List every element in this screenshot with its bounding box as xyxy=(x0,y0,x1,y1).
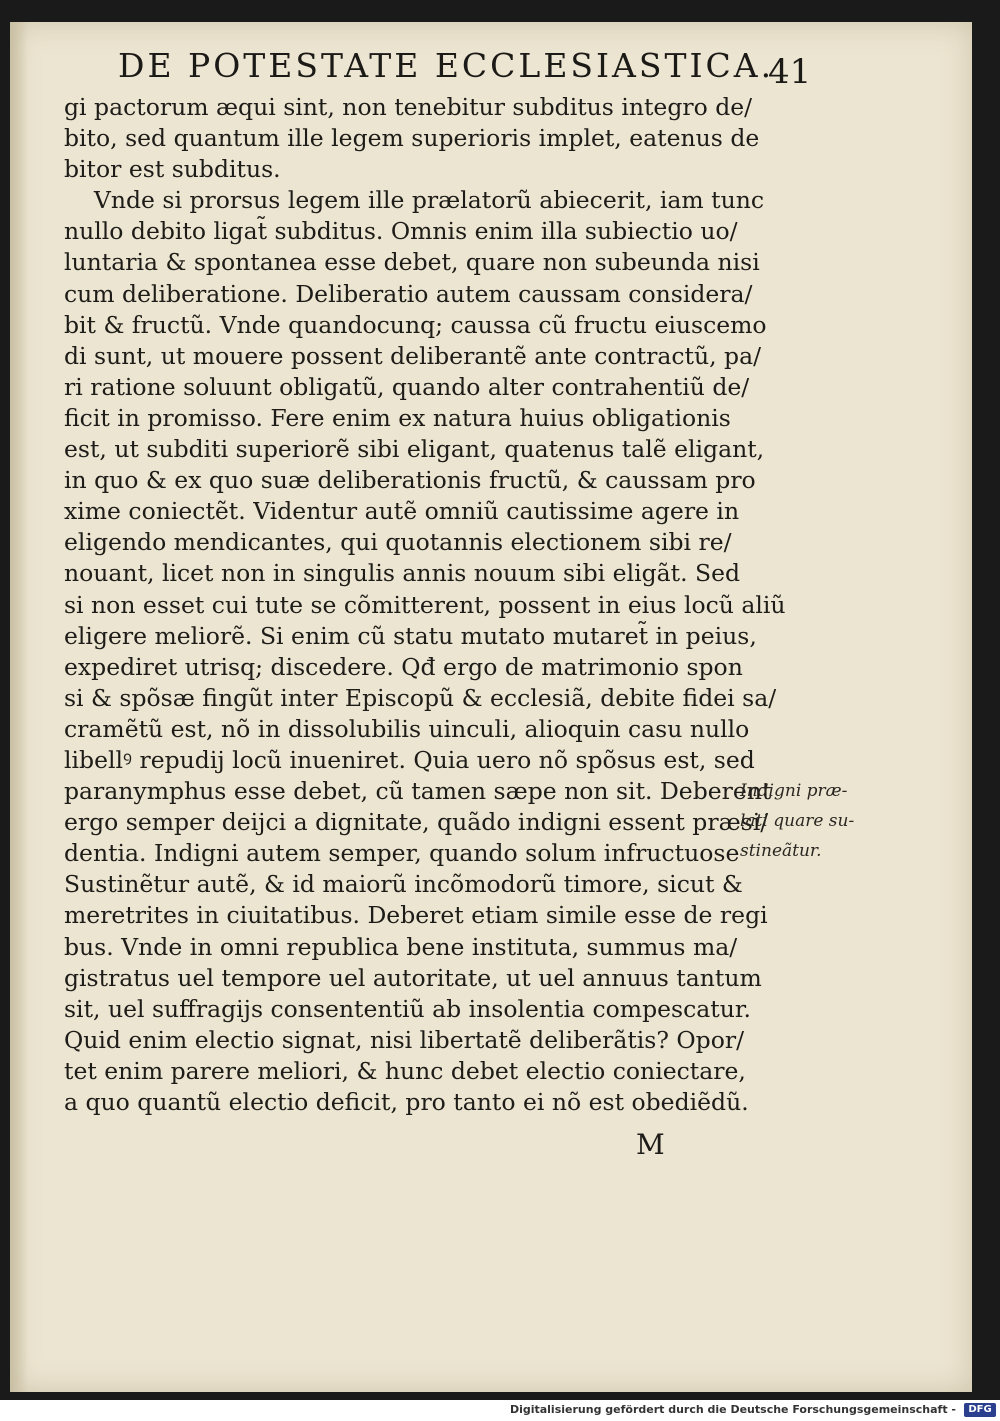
text-line: meretrites in ciuitatibus. Deberet etiam simile esse de regi xyxy=(64,901,768,930)
text-line: bit & fructũ. Vnde quandocunq; caussa cũ fructu eiuscemo xyxy=(64,310,767,339)
text-line: nullo debito ligat̃ subditus. Omnis enim illa subiectio uo/ xyxy=(64,217,738,246)
marginal-note xyxy=(740,776,890,866)
text-line: Sustinẽtur autẽ, & id maiorũ incõmodorũ timore, sicut & xyxy=(64,870,743,899)
signature-mark: M xyxy=(636,1128,665,1161)
text-line: gistratus uel tempore uel autoritate, ut uel annuus tantum xyxy=(64,963,762,992)
marginal-note-line: Indigni præ- xyxy=(740,781,848,801)
text-line: Quid enim electio signat, nisi libertatẽ deliberãtis? Opor/ xyxy=(64,1025,745,1054)
marginal-note-line: stineãtur. xyxy=(740,841,822,861)
text-line: bitor est subditus. xyxy=(64,155,281,184)
text-line: si non esset cui tute se cõmitterent, possent in eius locũ aliũ xyxy=(64,590,786,619)
text-line: ri ratione soluunt obligatũ, quando alter contrahentiũ de/ xyxy=(64,372,750,401)
text-line: xime coniectẽt. Videntur autẽ omniũ cautissime agere in xyxy=(64,497,740,526)
running-head: DE POTESTATE ECCLESIASTICA. xyxy=(118,46,775,85)
text-line: dentia. Indigni autem semper, quando solum infructuose xyxy=(64,839,740,868)
text-line: in quo & ex quo suæ deliberationis fructũ, & caussam pro xyxy=(64,466,756,495)
text-line: a quo quantũ electio deficit, pro tanto ei nõ est obediẽdũ. xyxy=(64,1088,749,1116)
page-gutter-shadow xyxy=(10,22,28,1392)
dfg-logo: DFG xyxy=(964,1403,996,1417)
text-line: si & spõsæ fingũt inter Episcopũ & ecclesiã, debite fidei sa/ xyxy=(64,683,777,712)
text-line: Vnde si prorsus legem ille prælatorũ abiecerit, iam tunc xyxy=(64,186,765,215)
text-line: ficit in promisso. Fere enim ex natura huius obligationis xyxy=(64,403,731,432)
text-line: nouant, licet non in singulis annis nouum sibi eligãt. Sed xyxy=(64,559,741,588)
text-line: bito, sed quantum ille legem superioris implet, eatenus de xyxy=(64,124,760,153)
digitization-footer xyxy=(0,1400,1000,1421)
text-line: libellꝰ repudij locũ inueniret. Quia uero nõ spõsus est, sed xyxy=(64,745,755,774)
text-line: luntaria & spontanea esse debet, quare non subeunda nisi xyxy=(64,248,760,277)
text-line: sit, uel suffragijs consententiũ ab insolentia compescatur. xyxy=(64,994,751,1023)
text-line: gi pactorum æqui sint, non tenebitur subditus integro de/ xyxy=(64,93,753,121)
funding-notice: Digitalisierung gefördert durch die Deutsche Forschungsgemeinschaft - xyxy=(509,1403,956,1416)
text-line: eligendo mendicantes, qui quotannis electionem sibi re/ xyxy=(64,528,732,557)
marginal-note-line: lati quare su- xyxy=(740,811,855,831)
text-line: ergo semper deijci a dignitate, quãdo indigni essent præsi/ xyxy=(64,808,769,837)
text-line: paranymphus esse debet, cũ tamen sæpe non sit. Deberent xyxy=(64,777,772,806)
text-line: cramẽtũ est, nõ in dissolubilis uinculi, alioquin casu nullo xyxy=(64,714,750,743)
text-line: expediret utrisq; discedere. Qđ ergo de matrimonio spon xyxy=(64,652,743,681)
text-line: di sunt, ut mouere possent deliberantẽ ante contractũ, pa/ xyxy=(64,341,762,370)
page-number: 41 xyxy=(768,52,812,92)
text-line: cum deliberatione. Deliberatio autem caussam considera/ xyxy=(64,279,753,308)
text-line: bus. Vnde in omni republica bene instituta, summus ma/ xyxy=(64,932,738,961)
text-line: est, ut subditi superiorẽ sibi eligant, quatenus talẽ eligant, xyxy=(64,435,765,464)
text-line: tet enim parere meliori, & hunc debet electio coniectare, xyxy=(64,1056,746,1085)
text-line: eligere meliorẽ. Si enim cũ statu mutato mutaret̃ in peius, xyxy=(64,621,757,650)
